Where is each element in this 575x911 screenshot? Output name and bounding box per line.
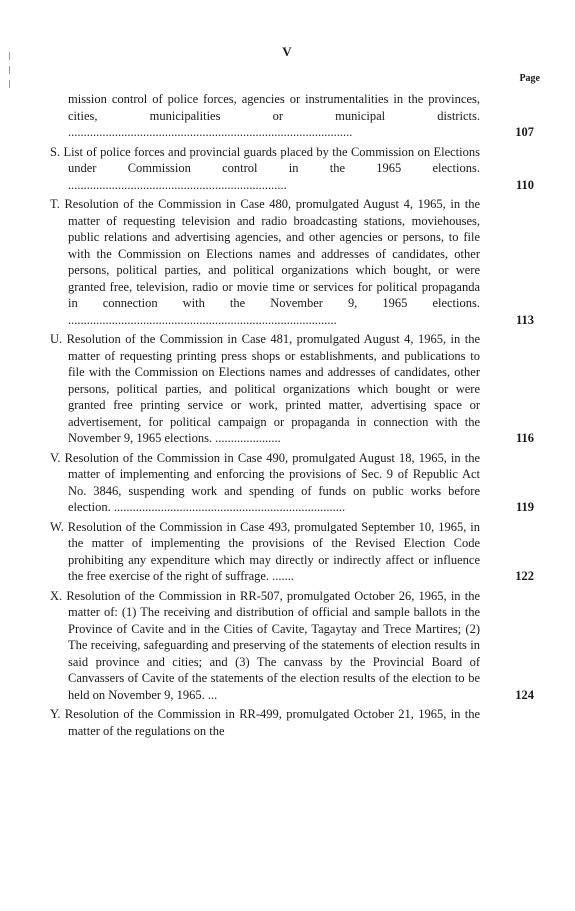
toc-entry-page: 110 [515,177,534,192]
toc-entry-text: X. Resolution of the Commission in RR-507, promulgated October 26, 1965, in the matter of: (1) The receiving and distribution of official and sample ballots in the Province of Cavite and in the Cities of Cavite, Tagaytay and Trece Martires; (2) The receiving, safeguarding and preserving of the statements of election results in said province and cities; and (3) The canvass by the Provincial Board of Canvassers of Cavite of the statements of the election results of the election to be held on November 9, 1965. ... [50,588,480,702]
toc-entry-text: V. Resolution of the Commission in Case 490, promulgated August 18, 1965, in the matter of implementing and enforcing the provisions of Sec. 9 of Republic Act No. 3846, suspending work and spending of funds on public works before election. .......................................................................... [50,450,480,514]
toc-entry-page: 122 [515,569,534,583]
toc-entry [0,519,575,585]
toc-entry-text: S. List of police forces and provincial guards placed by the Commission on Elections under Commission control in the 1965 elections. ...................................................................... [50,144,480,192]
toc-entry-text: mission control of police forces, agencies or instrumentalities in the provinces, cities, municipalities or municipal districts. ........................................................................................... [68,92,480,139]
toc-entry [0,91,575,141]
toc-entry-text: U. Resolution of the Commission in Case 481, promulgated August 4, 1965, in the matter of requesting printing press shops or establishments, and publications to file with the Commission on Elections names and addresses of candidates, other persons, political parties, and political organizations which bought or were granted free printing service or work, printed matter, advertising space or advertisement, for political campaign or propaganda in connection with the November 9, 1965 elections. ..................... [50,332,480,445]
toc-entry-page: 124 [515,687,534,702]
table-of-contents [0,91,575,742]
toc-entry-page: 107 [515,125,534,139]
toc-entry [0,706,575,739]
margin-mark [9,80,10,88]
toc-entry-text: T. Resolution of the Commission in Case 480, promulgated August 4, 1965, in the matter of requesting television and radio broadcasting stations, moviehouses, public relations and advertising agencies, and other agencies or persons, to file with the Commission on Elections names and addresses of candidates, other persons, political parties, and political organizations which bought, or were granted free, television, radio or movie time or services for political propaganda in connection with the November 9, 1965 elections. ...................................................................................... [50,197,480,327]
toc-entry-page: 116 [515,431,534,445]
toc-entry-text: Y. Resolution of the Commission in RR-499, promulgated October 21, 1965, in the matter of the regulations on the [50,707,480,738]
page-column-label: Page [519,73,540,84]
toc-entry-page: 119 [515,500,534,514]
toc-entry-page: 113 [515,312,534,327]
toc-entry [0,450,575,516]
page-numeral: V [282,44,293,59]
toc-entry [0,331,575,447]
margin-mark [9,52,10,60]
toc-entry [0,144,575,194]
toc-entry [0,588,575,704]
toc-entry-text: W. Resolution of the Commission in Case 493, promulgated September 10, 1965, in the matter of implementing the provisions of the Revised Election Code prohibiting any expenditure which may directly or indirectly affect or influence the free exercise of the right of suffrage. ....... [50,519,480,583]
toc-entry [0,196,575,328]
margin-mark [9,66,10,74]
